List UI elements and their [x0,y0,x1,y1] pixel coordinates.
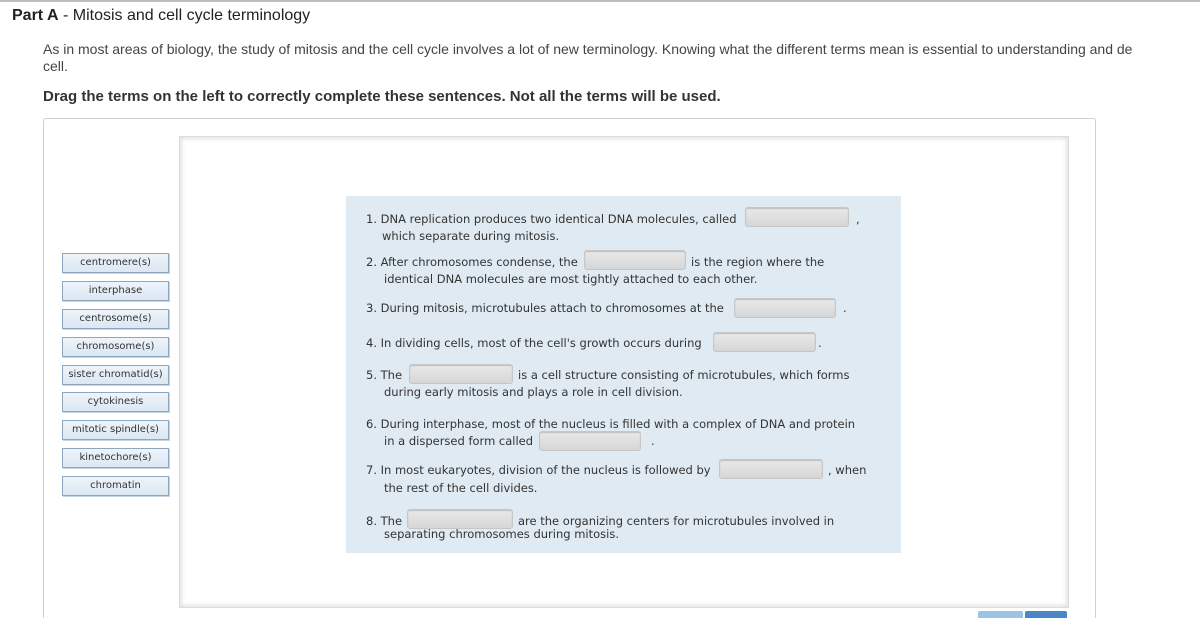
part-label: Part A [12,7,59,24]
sentence-7-continued: the rest of the cell divides. [384,481,538,495]
term-chromosomes[interactable]: chromosome(s) [62,337,169,357]
sentence-2-continued: identical DNA molecules are most tightly attached to each other. [384,272,758,286]
intro-paragraph [43,41,1200,75]
sentence-6-continued: in a dispersed form called [384,434,534,448]
drop-target-6[interactable] [539,431,641,451]
sentence-8-text: 8. The [366,514,403,528]
help-button[interactable] [1025,611,1067,618]
sentence-1-comma: , [856,212,860,226]
term-centrosomes[interactable]: centrosome(s) [62,309,169,329]
part-title [12,7,310,25]
sentence-6-period: . [651,434,655,448]
intro-line-1: As in most areas of biology, the study of mitosis and the cell cycle involves a lot of new terminology. Knowing what the different terms mean is essential to understanding and de [43,41,1133,57]
sentence-1-text: 1. DNA replication produces two identical DNA molecules, called [366,212,737,226]
sentence-4-text: 4. In dividing cells, most of the cell's growth occurs during [366,336,702,350]
sentence-3-period: . [843,301,847,315]
sentence-5-middle: is a cell structure consisting of microtubules, which forms [518,368,850,382]
sentence-7-when: , when [828,463,867,477]
sentence-2-text: 2. After chromosomes condense, the [366,255,578,269]
sentence-5-text: 5. The [366,368,403,382]
sentence-6-text: 6. During interphase, most of the nucleus is filled with a complex of DNA and protein [366,417,856,431]
sentence-3-text: 3. During mitosis, microtubules attach to chromosomes at the [366,301,724,315]
sentence-2-middle: is the region where the [691,255,825,269]
part-heading: Mitosis and cell cycle terminology [72,7,311,24]
drop-target-7[interactable] [719,459,823,479]
term-cytokinesis[interactable]: cytokinesis [62,392,169,412]
sentence-4-period: . [818,336,822,350]
drop-target-5[interactable] [409,364,513,384]
term-centromeres[interactable]: centromere(s) [62,253,169,273]
term-kinetochores[interactable]: kinetochore(s) [62,448,169,468]
intro-line-2: cell. [43,58,68,74]
drop-target-4[interactable] [713,332,816,352]
term-mitotic-spindles[interactable]: mitotic spindle(s) [62,420,169,440]
term-sister-chromatids[interactable]: sister chromatid(s) [62,365,169,385]
reset-button[interactable] [978,611,1023,618]
sentence-7-text: 7. In most eukaryotes, division of the nucleus is followed by [366,463,711,477]
drop-target-2[interactable] [584,250,686,270]
part-separator: - [58,7,73,24]
term-chromatin[interactable]: chromatin [62,476,169,496]
drop-target-3[interactable] [734,298,836,318]
top-divider [0,0,1200,2]
sentence-1-continued: which separate during mitosis. [382,229,560,243]
sentence-8-middle: are the organizing centers for microtubules involved in [518,514,835,528]
sentence-5-continued: during early mitosis and plays a role in cell division. [384,385,683,399]
term-interphase[interactable]: interphase [62,281,169,301]
sentence-8-continued: separating chromosomes during mitosis. [384,527,619,541]
instruction-text: Drag the terms on the left to correctly complete these sentences. Not all the terms will be used. [43,88,721,105]
drop-target-1[interactable] [745,207,849,227]
